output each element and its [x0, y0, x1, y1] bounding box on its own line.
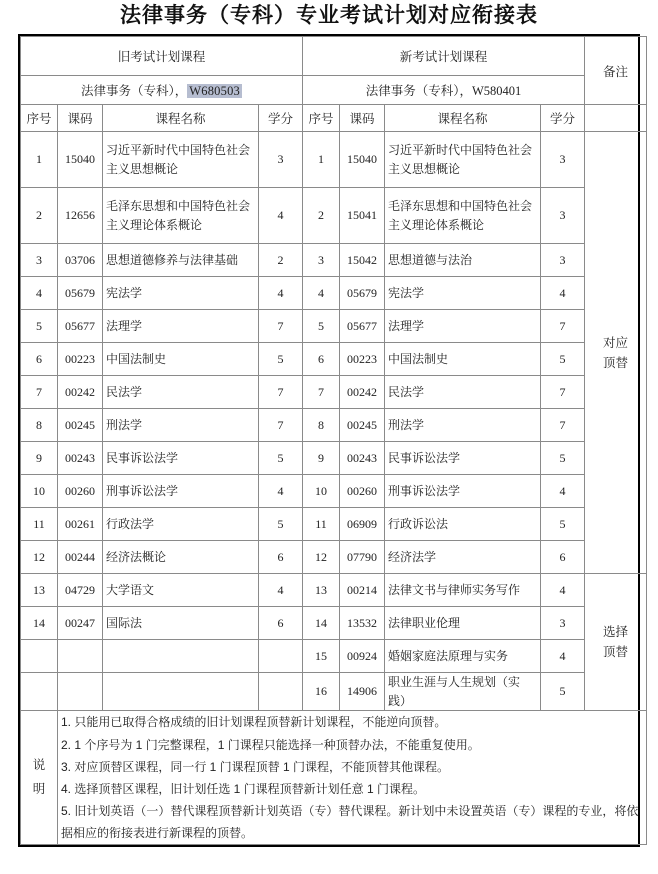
new-index: 9: [303, 442, 340, 475]
new-index: 15: [303, 640, 340, 673]
memo-corresponding-line2: 顶替: [603, 355, 629, 370]
new-index: 11: [303, 508, 340, 541]
old-index: 6: [21, 343, 58, 376]
old-credit: 2: [259, 244, 303, 277]
new-name: 习近平新时代中国特色社会主义思想概论: [385, 132, 541, 188]
old-credit: 3: [259, 132, 303, 188]
new-plan-identifier: 法律事务（专科），W580401: [303, 76, 585, 105]
old-index: 2: [21, 188, 58, 244]
old-index: 4: [21, 277, 58, 310]
new-credit: 5: [541, 343, 585, 376]
old-index: 12: [21, 541, 58, 574]
old-plan-name-text: 法律事务（专科），: [81, 84, 188, 99]
new-name: 婚姻家庭法原理与实务: [385, 640, 541, 673]
new-name: 民法学: [385, 376, 541, 409]
old-code: 12656: [58, 188, 103, 244]
old-code: 00247: [58, 607, 103, 640]
new-code: 00242: [340, 376, 385, 409]
new-index: 2: [303, 188, 340, 244]
new-code: 13532: [340, 607, 385, 640]
old-credit: 6: [259, 607, 303, 640]
new-code: 15040: [340, 132, 385, 188]
old-code: 00243: [58, 442, 103, 475]
new-code: 07790: [340, 541, 385, 574]
old-code: 05679: [58, 277, 103, 310]
old-credit: 7: [259, 409, 303, 442]
new-credit: 6: [541, 541, 585, 574]
old-name: [103, 673, 259, 711]
old-index: 10: [21, 475, 58, 508]
new-code: 15041: [340, 188, 385, 244]
new-code: 00245: [340, 409, 385, 442]
old-name: 民事诉讼法学: [103, 442, 259, 475]
memo-optional-line1: 选择: [603, 625, 629, 640]
page-title: 法律事务（专科）专业考试计划对应衔接表: [120, 3, 538, 27]
new-index: 14: [303, 607, 340, 640]
new-name: 毛泽东思想和中国特色社会主义理论体系概论: [385, 188, 541, 244]
new-name: 中国法制史: [385, 343, 541, 376]
new-credit: 4: [541, 277, 585, 310]
old-index: 1: [21, 132, 58, 188]
new-index: 7: [303, 376, 340, 409]
old-plan-identifier: [21, 76, 303, 105]
column-header-row: [21, 105, 647, 132]
col-header-old-name: 课程名称: [103, 105, 259, 132]
new-credit: 5: [541, 508, 585, 541]
notes-label: [21, 711, 58, 845]
notes-label-line2: 明: [32, 781, 46, 796]
new-credit: 5: [541, 442, 585, 475]
new-name: 经济法学: [385, 541, 541, 574]
col-header-memo-blank: [585, 105, 647, 132]
notes-label-line1: 说: [32, 758, 46, 773]
new-credit: 7: [541, 376, 585, 409]
new-index: 8: [303, 409, 340, 442]
old-name: 刑事诉讼法学: [103, 475, 259, 508]
old-name: 思想道德修养与法律基础: [103, 244, 259, 277]
table-row: [21, 475, 647, 508]
new-credit: 3: [541, 188, 585, 244]
col-header-new-index: 序号: [303, 105, 340, 132]
table-row: [21, 640, 647, 673]
new-name: 刑法学: [385, 409, 541, 442]
col-header-new-name: 课程名称: [385, 105, 541, 132]
table-row: [21, 376, 647, 409]
new-code: 00214: [340, 574, 385, 607]
new-code: 00223: [340, 343, 385, 376]
old-index: 9: [21, 442, 58, 475]
old-name: 大学语文: [103, 574, 259, 607]
col-header-new-credit: 学分: [541, 105, 585, 132]
old-name: 毛泽东思想和中国特色社会主义理论体系概论: [103, 188, 259, 244]
plan-code-row: [21, 76, 647, 105]
table-row: [21, 508, 647, 541]
memo-column-header: 备注: [585, 37, 647, 105]
new-code: 14906: [340, 673, 385, 711]
articulation-table-container: [18, 34, 640, 847]
table-row: [21, 343, 647, 376]
new-plan-group-header: 新考试计划课程: [303, 37, 585, 76]
new-code: 05679: [340, 277, 385, 310]
col-header-new-code: 课码: [340, 105, 385, 132]
group-header-row: [21, 37, 647, 76]
old-credit: 5: [259, 442, 303, 475]
old-credit: 7: [259, 376, 303, 409]
old-code: 00242: [58, 376, 103, 409]
new-name: 法律文书与律师实务写作: [385, 574, 541, 607]
old-index: [21, 640, 58, 673]
table-body: [21, 37, 647, 845]
new-credit: 5: [541, 673, 585, 711]
new-name: 职业生涯与人生规划（实践）: [385, 673, 541, 711]
new-name: 刑事诉讼法学: [385, 475, 541, 508]
new-code: 05677: [340, 310, 385, 343]
old-credit: 4: [259, 574, 303, 607]
table-row: [21, 673, 647, 711]
old-code: [58, 640, 103, 673]
articulation-table: [20, 36, 647, 845]
old-name: 经济法概论: [103, 541, 259, 574]
table-row: [21, 132, 647, 188]
new-index: 12: [303, 541, 340, 574]
old-code: 00261: [58, 508, 103, 541]
old-credit: 7: [259, 310, 303, 343]
new-name: 行政诉讼法: [385, 508, 541, 541]
old-name: 刑法学: [103, 409, 259, 442]
new-credit: 3: [541, 244, 585, 277]
new-code: 00243: [340, 442, 385, 475]
new-credit: 4: [541, 574, 585, 607]
old-code: 05677: [58, 310, 103, 343]
col-header-old-code: 课码: [58, 105, 103, 132]
old-code: 00223: [58, 343, 103, 376]
new-code: 06909: [340, 508, 385, 541]
table-row: [21, 541, 647, 574]
old-code: 03706: [58, 244, 103, 277]
new-index: 5: [303, 310, 340, 343]
new-index: 3: [303, 244, 340, 277]
old-name: 习近平新时代中国特色社会主义思想概论: [103, 132, 259, 188]
new-code: 15042: [340, 244, 385, 277]
new-name: 民事诉讼法学: [385, 442, 541, 475]
new-credit: 7: [541, 409, 585, 442]
old-name: 宪法学: [103, 277, 259, 310]
note-item-5: 5. 旧计划英语（一）替代课程顶替新计划英语（专）替代课程。新计划中未设置英语（专）课程的专业，将依据相应的衔接表进行新课程的顶替。: [61, 804, 639, 841]
notes-row: [21, 711, 647, 845]
new-credit: 3: [541, 132, 585, 188]
table-row: [21, 574, 647, 607]
new-index: 4: [303, 277, 340, 310]
table-row: [21, 310, 647, 343]
old-credit: [259, 640, 303, 673]
new-index: 1: [303, 132, 340, 188]
new-credit: 4: [541, 475, 585, 508]
old-index: 14: [21, 607, 58, 640]
old-code: 04729: [58, 574, 103, 607]
old-index: 13: [21, 574, 58, 607]
new-index: 10: [303, 475, 340, 508]
table-row: [21, 409, 647, 442]
new-credit: 3: [541, 607, 585, 640]
table-row: [21, 607, 647, 640]
memo-optional: [585, 574, 647, 711]
old-code: 15040: [58, 132, 103, 188]
note-item-1: 1. 只能用已取得合格成绩的旧计划课程顶替新计划课程，不能逆向顶替。: [61, 715, 447, 730]
old-name: 行政法学: [103, 508, 259, 541]
table-row: [21, 188, 647, 244]
old-index: 5: [21, 310, 58, 343]
table-row: [21, 277, 647, 310]
old-index: 3: [21, 244, 58, 277]
new-index: 13: [303, 574, 340, 607]
old-credit: 4: [259, 188, 303, 244]
memo-corresponding: [585, 132, 647, 574]
new-name: 法律职业伦理: [385, 607, 541, 640]
table-row: [21, 442, 647, 475]
col-header-old-credit: 学分: [259, 105, 303, 132]
memo-optional-line2: 顶替: [603, 645, 629, 660]
old-credit: 5: [259, 343, 303, 376]
old-credit: 6: [259, 541, 303, 574]
new-code: 00260: [340, 475, 385, 508]
old-index: 8: [21, 409, 58, 442]
new-index: 6: [303, 343, 340, 376]
note-item-2: 2. 1 个序号为 1 门完整课程，1 门课程只能选择一种顶替办法，不能重复使用。: [61, 737, 480, 752]
new-index: 16: [303, 673, 340, 711]
old-credit: 5: [259, 508, 303, 541]
old-code: 00260: [58, 475, 103, 508]
old-index: 11: [21, 508, 58, 541]
old-code: 00244: [58, 541, 103, 574]
old-name: 国际法: [103, 607, 259, 640]
old-name: 法理学: [103, 310, 259, 343]
old-credit: [259, 673, 303, 711]
old-plan-group-header: 旧考试计划课程: [21, 37, 303, 76]
new-name: 宪法学: [385, 277, 541, 310]
old-name: 中国法制史: [103, 343, 259, 376]
memo-corresponding-line1: 对应: [603, 335, 629, 350]
old-index: [21, 673, 58, 711]
old-index: 7: [21, 376, 58, 409]
note-item-4: 4. 选择顶替区课程，旧计划任选 1 门课程顶替新计划任意 1 门课程。: [61, 781, 426, 796]
old-name: 民法学: [103, 376, 259, 409]
table-row: [21, 244, 647, 277]
new-credit: 4: [541, 640, 585, 673]
new-credit: 7: [541, 310, 585, 343]
col-header-old-index: 序号: [21, 105, 58, 132]
new-code: 00924: [340, 640, 385, 673]
notes-body: [58, 711, 647, 845]
old-name: [103, 640, 259, 673]
old-credit: 4: [259, 475, 303, 508]
new-name: 法理学: [385, 310, 541, 343]
new-name: 思想道德与法治: [385, 244, 541, 277]
old-code: 00245: [58, 409, 103, 442]
old-plan-code-highlight[interactable]: W680503: [189, 84, 240, 99]
old-code: [58, 673, 103, 711]
note-item-3: 3. 对应顶替区课程，同一行 1 门课程顶替 1 门课程，不能顶替其他课程。: [61, 759, 450, 774]
old-credit: 4: [259, 277, 303, 310]
